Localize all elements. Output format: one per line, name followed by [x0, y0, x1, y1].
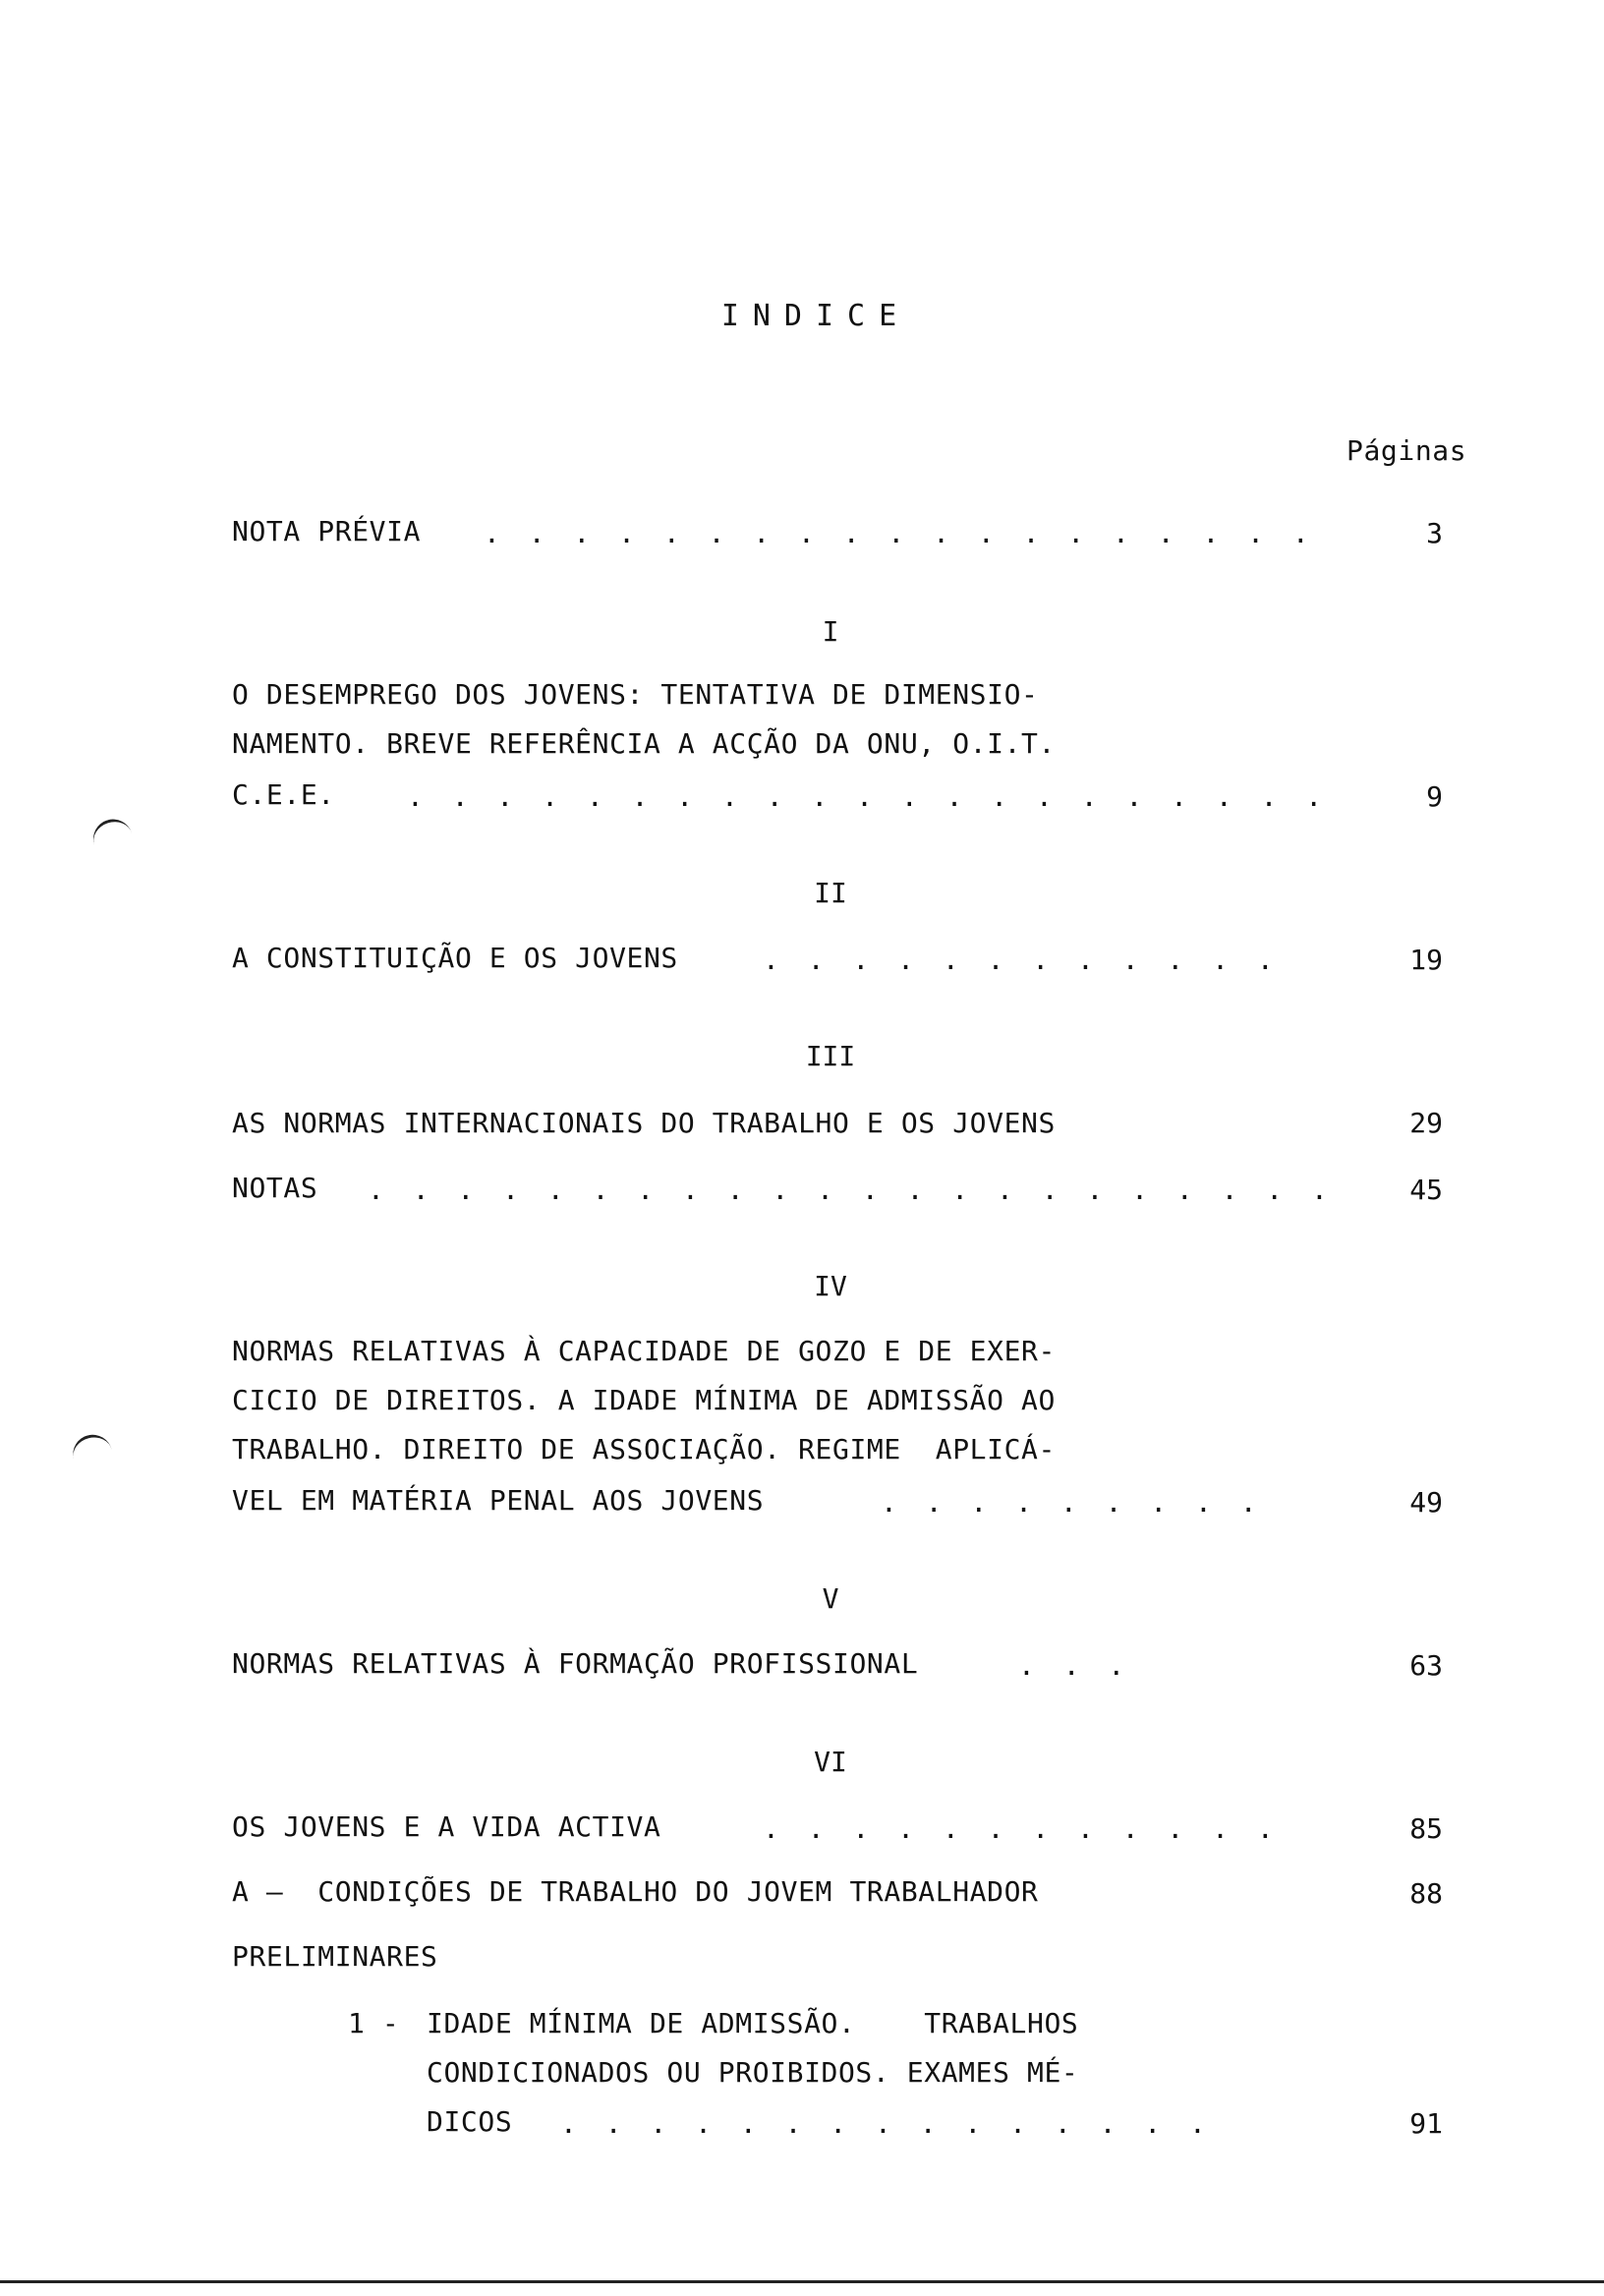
section-numeral-ii: II [814, 877, 847, 909]
section-numeral-i: I [822, 615, 839, 648]
entry-constituicao: A CONSTITUIÇÃO E OS JOVENS [232, 942, 678, 974]
entry-line: DICOS [427, 2105, 513, 2138]
leader-dots: . . . . . . . . . . . . . . . . . . . . . . [368, 1174, 1334, 1206]
page-number: 88 [1409, 1877, 1443, 1910]
section-numeral-v: V [822, 1582, 839, 1615]
entry-line: NAMENTO. BREVE REFERÊNCIA A ACÇÃO DA ONU, O.I.T. [232, 727, 1056, 760]
margin-mark [69, 1430, 112, 1460]
leader-dots: . . . . . . . . . . . . . . . . . . . . . [407, 780, 1329, 813]
leader-dots: . . . . . . . . . [881, 1486, 1263, 1519]
page-number: 63 [1409, 1649, 1443, 1682]
page-number: 29 [1409, 1107, 1443, 1139]
leader-dots: . . . . . . . . . . . . . . . . . . . [484, 517, 1315, 549]
entry-normas-internacionais: AS NORMAS INTERNACIONAIS DO TRABALHO E OS JOVENS [232, 1107, 1056, 1139]
pages-column-header: Páginas [1346, 434, 1467, 467]
section-numeral-vi: VI [814, 1746, 847, 1778]
entry-formacao-profissional: NORMAS RELATIVAS À FORMAÇÃO PROFISSIONAL [232, 1647, 919, 1680]
entry-line: CONDICIONADOS OU PROIBIDOS. EXAMES MÉ- [427, 2056, 1079, 2089]
margin-mark [88, 814, 133, 845]
entry-condicoes-trabalho: A — CONDIÇÕES DE TRABALHO DO JOVEM TRABALHADOR [232, 1875, 1039, 1908]
entry-line: CICIO DE DIREITOS. A IDADE MÍNIMA DE ADMISSÃO AO [232, 1384, 1056, 1416]
leader-dots: . . . . . . . . . . . . . . . [560, 2107, 1212, 2140]
item-number: 1 - [348, 2007, 400, 2039]
entry-line: C.E.E. [232, 778, 335, 811]
leader-dots: . . . . . . . . . . . . [763, 1812, 1280, 1845]
page-number: 85 [1409, 1812, 1443, 1845]
leader-dots: . . . [1018, 1649, 1131, 1682]
entry-line: TRABALHO. DIREITO DE ASSOCIAÇÃO. REGIME APLICÁ- [232, 1433, 1056, 1465]
entry-preliminares: PRELIMINARES [232, 1940, 438, 1973]
page-number: 49 [1409, 1486, 1443, 1519]
page-number: 3 [1426, 517, 1443, 549]
entry-line: IDADE MÍNIMA DE ADMISSÃO. TRABALHOS [427, 2007, 1079, 2039]
entry-line: VEL EM MATÉRIA PENAL AOS JOVENS [232, 1484, 765, 1517]
section-numeral-iii: III [805, 1040, 856, 1072]
page-number: 91 [1409, 2107, 1443, 2140]
leader-dots: . . . . . . . . . . . . [763, 944, 1280, 976]
page-number: 19 [1409, 944, 1443, 976]
page-number: 9 [1426, 780, 1443, 813]
bottom-rule [0, 2280, 1604, 2283]
index-title: INDICE [720, 299, 911, 333]
entry-notas: NOTAS [232, 1172, 318, 1204]
entry-line: O DESEMPREGO DOS JOVENS: TENTATIVA DE DIMENSIO- [232, 678, 1039, 711]
entry-vida-activa: OS JOVENS E A VIDA ACTIVA [232, 1810, 661, 1843]
page-number: 45 [1409, 1174, 1443, 1206]
entry-line: NORMAS RELATIVAS À CAPACIDADE DE GOZO E DE EXER- [232, 1335, 1056, 1367]
section-numeral-iv: IV [814, 1270, 847, 1302]
entry-nota-previa: NOTA PRÉVIA [232, 515, 422, 547]
